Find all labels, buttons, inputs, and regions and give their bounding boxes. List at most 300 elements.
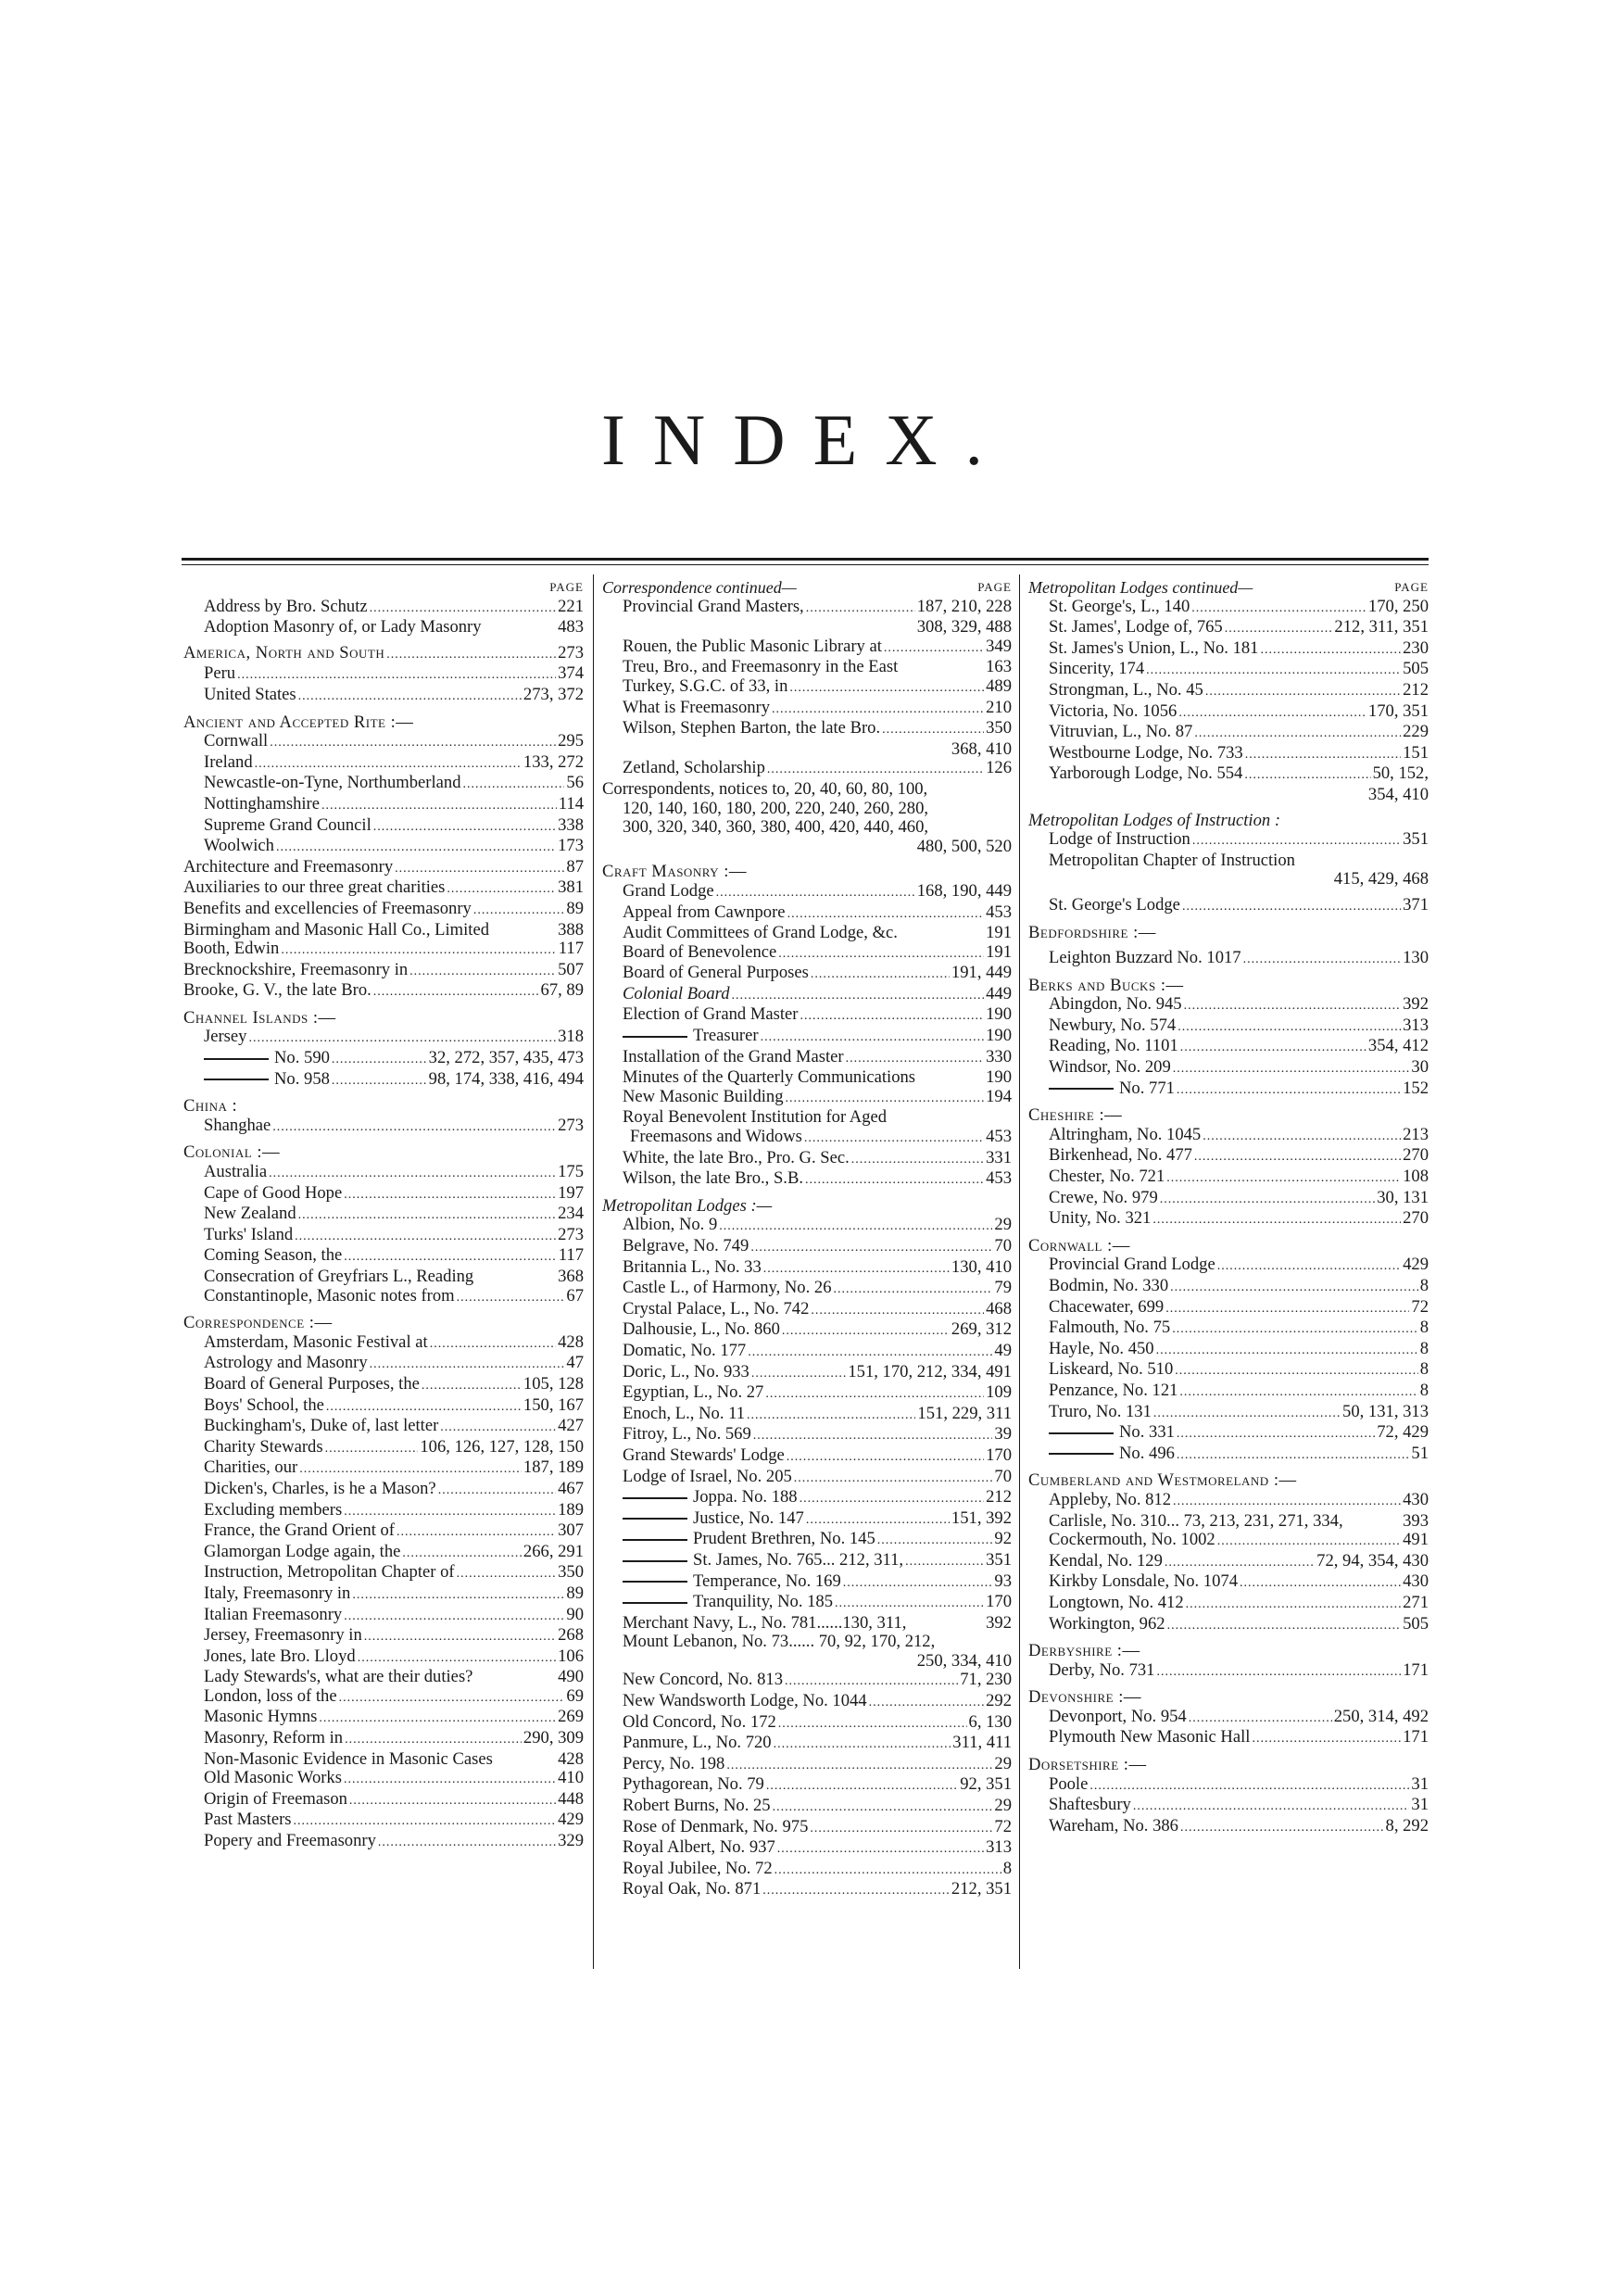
page-numbers: 453: [986, 1127, 1012, 1147]
entry-text: Reading, No. 1101: [1049, 1036, 1178, 1056]
entry-text: Address by Bro. Schutz: [204, 596, 368, 616]
index-entry: [183, 900, 584, 921]
index-entry: [602, 1468, 1012, 1489]
entry-text: Constantinople, Masonic notes from: [204, 1285, 455, 1306]
index-entry: [1028, 1189, 1429, 1210]
page-numbers: 106, 126, 127, 128, 150: [420, 1436, 584, 1457]
entry-text: Buckingham's, Duke of, last letter: [204, 1416, 439, 1436]
index-entry: [183, 598, 584, 619]
index-entry: [1028, 1572, 1429, 1594]
index-entry: [602, 800, 1012, 819]
page-numbers: 72, 429: [1377, 1422, 1429, 1443]
dot-leader: [1205, 683, 1401, 702]
dot-leader: [775, 1861, 1001, 1881]
index-heading: [183, 644, 584, 665]
index-entry: [602, 1838, 1012, 1860]
page-numbers: 273: [558, 1115, 584, 1135]
page-numbers: 234: [558, 1204, 584, 1224]
dot-leader: [1260, 641, 1401, 661]
dot-leader: [1177, 1425, 1375, 1444]
entry-text: New Concord, No. 813: [623, 1670, 783, 1690]
page-numbers: 273: [558, 1224, 584, 1244]
index-entry: [1028, 660, 1429, 681]
entry-text: Crystal Palace, L., No. 742: [623, 1298, 810, 1318]
index-entry: [602, 882, 1012, 903]
dot-leader: [1182, 898, 1401, 917]
entry-text: Metropolitan Lodges of Instruction :: [1028, 810, 1281, 830]
page-numbers: 212, 351: [951, 1879, 1012, 1899]
page-numbers: 190: [986, 1026, 1012, 1046]
index-entry: [183, 1729, 584, 1750]
page-numbers: 489: [986, 675, 1012, 696]
dot-leader: [332, 1072, 427, 1091]
index-entry: [183, 686, 584, 707]
index-entry: [602, 903, 1012, 925]
entry-text: Italian Freemasonry: [204, 1604, 343, 1624]
index-entry: [602, 1363, 1012, 1384]
dot-leader: [1180, 1819, 1384, 1838]
index-entry: [602, 1128, 1012, 1149]
index-entry: [1028, 852, 1429, 871]
entry-text: Excluding members: [204, 1499, 343, 1520]
ditto-dash: [623, 1036, 687, 1038]
page-numbers: 273, 372: [523, 684, 584, 704]
page-numbers: 168, 190, 449: [916, 880, 1012, 901]
entry-text: Adoption Masonry of, or Lady Masonry: [204, 617, 482, 637]
index-entry: [1028, 896, 1429, 917]
index-entry: [183, 921, 584, 940]
index-entry: [602, 1169, 1012, 1191]
page-numbers: 117: [558, 1245, 584, 1266]
entry-text: Dalhousie, L., No. 860: [623, 1319, 780, 1340]
page-numbers: 338: [558, 814, 584, 835]
index-entry: [183, 816, 584, 838]
index-entry: [1028, 830, 1429, 852]
index-entry: [602, 1425, 1012, 1446]
entry-text: Wilson, Stephen Barton, the late Bro.: [623, 718, 881, 738]
entry-text: Appleby, No. 812: [1049, 1489, 1172, 1509]
page-numbers: 87: [566, 856, 584, 877]
page-numbers: 72: [994, 1816, 1012, 1836]
index-entry: [183, 1268, 584, 1287]
page-numbers: 368, 410: [951, 738, 1012, 759]
index-entry: [1028, 786, 1429, 805]
dot-leader: [763, 1260, 950, 1280]
page-numbers: 250, 334, 410: [916, 1650, 1012, 1671]
entry-text: No. 590: [204, 1049, 330, 1068]
ditto-dash: [1049, 1088, 1114, 1090]
page-numbers: 8, 292: [1385, 1815, 1429, 1836]
index-entry: [602, 924, 1012, 943]
entry-text: Newbury, No. 574: [1049, 1015, 1177, 1035]
page-numbers: 92: [994, 1529, 1012, 1549]
index-entry: [183, 1458, 584, 1480]
index-entry: [1028, 1423, 1429, 1444]
index-entry: [602, 1633, 1012, 1652]
dot-leader: [440, 1419, 556, 1438]
index-column-2: [602, 578, 1012, 1901]
index-entry: [183, 1354, 584, 1375]
index-entry: [602, 1614, 1012, 1634]
index-entry: [1028, 618, 1429, 639]
entry-text: Altringham, No. 1045: [1049, 1124, 1202, 1144]
ditto-dash: [623, 1560, 687, 1562]
index-entry: [602, 1692, 1012, 1713]
entry-text: Minutes of the Quarterly Communications: [623, 1067, 916, 1088]
entry-text: Royal Jubilee, No. 72: [623, 1858, 773, 1878]
page-numbers: 98, 174, 338, 416, 494: [428, 1068, 584, 1089]
index-heading: [1028, 977, 1429, 996]
dot-leader: [1167, 1617, 1402, 1636]
dot-leader: [237, 666, 556, 686]
index-heading: [1028, 1756, 1429, 1775]
entry-text: Wilson, the late Bro., S.B.: [623, 1168, 803, 1189]
page-numbers: 173: [558, 836, 584, 856]
dot-leader: [272, 1118, 556, 1138]
index-column-3: [1028, 578, 1429, 1837]
page-numbers: 212, 311, 351: [1334, 617, 1429, 637]
entry-text: Carlisle, No. 310... 73, 213, 231, 271, 334,: [1049, 1510, 1343, 1531]
page-numbers: 313: [1403, 1015, 1429, 1035]
dot-leader: [422, 1377, 522, 1396]
dot-leader: [1244, 766, 1370, 786]
index-entry: [183, 1769, 584, 1790]
entry-text: Birkenhead, No. 477: [1049, 1145, 1192, 1166]
page-numbers: 8: [1002, 1858, 1012, 1878]
page-numbers: 170: [986, 1444, 1012, 1465]
entry-text: America, North and South: [183, 642, 385, 662]
index-entry: [1028, 1016, 1429, 1038]
dot-leader: [1186, 1596, 1401, 1615]
index-entry: [183, 1584, 584, 1606]
dot-leader: [811, 1302, 984, 1321]
entry-text: Metropolitan Lodges :—: [602, 1195, 773, 1216]
entry-text: Cumberland and Westmoreland :—: [1028, 1470, 1297, 1491]
index-entry: [602, 1342, 1012, 1363]
entry-text: Victoria, No. 1056: [1049, 700, 1178, 721]
index-entry: [602, 1530, 1012, 1551]
page-numbers: 51: [1411, 1443, 1429, 1463]
page-numbers: 191: [986, 941, 1012, 962]
entry-text: Devonport, No. 954: [1049, 1706, 1187, 1726]
page-numbers: 467: [558, 1478, 584, 1498]
index-entry: [1028, 1491, 1429, 1512]
ditto-dash: [623, 1539, 687, 1541]
page-numbers: 8: [1419, 1359, 1429, 1380]
page-numbers: 507: [558, 959, 584, 979]
entry-text: No. 331: [1049, 1423, 1175, 1443]
entry-text: Derby, No. 731: [1049, 1659, 1155, 1680]
dot-leader: [726, 1757, 992, 1776]
dot-leader: [1160, 1191, 1375, 1210]
dot-leader: [430, 1335, 556, 1355]
index-entry: [183, 1501, 584, 1522]
page-numbers: 212: [1403, 679, 1429, 700]
page-numbers: 79: [994, 1278, 1012, 1298]
dot-leader: [344, 1186, 556, 1205]
entry-text: New Wandsworth Lodge, No. 1044: [623, 1691, 867, 1711]
dot-leader: [344, 1248, 557, 1268]
entry-text: Newcastle-on-Tyne, Northumberland: [204, 773, 461, 793]
index-entry: [602, 1572, 1012, 1594]
entry-text: Belgrave, No. 749: [623, 1236, 749, 1255]
dot-leader: [1146, 662, 1401, 681]
entry-text: Robert Burns, No. 25: [623, 1796, 771, 1816]
dot-leader: [276, 839, 556, 858]
page-numbers: 114: [558, 793, 584, 814]
dot-leader: [373, 818, 556, 838]
index-entry: [1028, 1403, 1429, 1424]
page-numbers: 213: [1403, 1124, 1429, 1144]
dot-leader: [386, 646, 556, 665]
ditto-dash: [1049, 1453, 1114, 1455]
column-divider: [1019, 574, 1020, 1969]
entry-text: Brooke, G. V., the late Bro.: [183, 980, 372, 1001]
dot-leader: [1133, 1798, 1410, 1817]
dot-leader: [1189, 1709, 1332, 1729]
entry-text: Tranquility, No. 185: [623, 1593, 833, 1612]
dot-leader: [773, 1798, 993, 1818]
header-rule: [182, 558, 1429, 561]
dot-leader: [1177, 1446, 1409, 1466]
entry-text: Castle L., of Harmony, No. 26: [623, 1278, 832, 1298]
index-entry: [1028, 1079, 1429, 1101]
page-numbers: 56: [566, 773, 584, 793]
index-entry: [1028, 1146, 1429, 1167]
index-entry: [183, 1563, 584, 1584]
index-entry: [183, 1205, 584, 1226]
index-heading: [1028, 1237, 1429, 1256]
entry-text: Doric, L., No. 933: [623, 1361, 749, 1381]
dot-leader: [794, 1470, 993, 1489]
index-entry: [1028, 1037, 1429, 1058]
dot-leader: [1170, 1279, 1418, 1298]
index-entry: [1028, 1277, 1429, 1298]
dot-leader: [1192, 832, 1401, 852]
page-numbers: 50, 152,: [1372, 763, 1429, 784]
index-entry: [183, 1810, 584, 1832]
entry-gap: [183, 1091, 584, 1097]
page-numbers: 108: [1403, 1167, 1429, 1187]
page-numbers: 453: [986, 1168, 1012, 1189]
page-numbers: 89: [566, 1583, 584, 1603]
entry-text: Grand Stewards' Lodge: [623, 1444, 785, 1465]
entry-text: Benefits and excellencies of Freemasonry: [183, 898, 472, 918]
entry-text: Lodge of Israel, No. 205: [623, 1466, 792, 1486]
page-numbers: 6, 130: [968, 1711, 1012, 1732]
index-entry: [602, 1088, 1012, 1109]
index-entry: [602, 1216, 1012, 1237]
dot-leader: [767, 761, 984, 780]
dot-leader: [344, 1771, 556, 1790]
index-entry: [183, 1226, 584, 1247]
index-heading: [1028, 924, 1429, 943]
page-numbers: 210: [986, 697, 1012, 717]
entry-text: Freemasons and Widows: [630, 1127, 802, 1147]
index-entry: [1028, 1796, 1429, 1817]
page-numbers: 191, 449: [951, 963, 1012, 983]
page-numbers: 32, 272, 357, 435, 473: [428, 1048, 584, 1068]
index-entry: [1028, 1708, 1429, 1729]
page-numbers: 163: [986, 657, 1012, 677]
dot-leader: [786, 1090, 985, 1109]
page-numbers: 410: [558, 1768, 584, 1788]
index-entry: [602, 838, 1012, 857]
dot-leader: [1156, 1342, 1418, 1361]
dot-leader: [805, 1171, 984, 1191]
entry-text: Ancient and Accepted Rite :—: [183, 712, 414, 732]
page-numbers: 491: [1403, 1530, 1429, 1550]
dot-leader: [1225, 620, 1333, 639]
dot-leader: [1184, 997, 1402, 1016]
page-numbers: 393: [1403, 1510, 1429, 1531]
index-entry: [183, 1049, 584, 1070]
page-numbers: 150, 167: [523, 1394, 584, 1415]
dot-leader: [748, 1344, 992, 1363]
page-numbers: 290, 309: [523, 1728, 584, 1748]
dot-leader: [747, 1407, 915, 1426]
entry-text: Cheshire :—: [1028, 1105, 1123, 1126]
page-numbers: 70: [994, 1236, 1012, 1255]
entry-text: Yarborough Lodge, No. 554: [1049, 763, 1243, 784]
ditto-dash: [1049, 1432, 1114, 1434]
entry-text: Board of General Purposes: [623, 963, 809, 983]
ditto-dash: [204, 1058, 269, 1060]
index-entry: [602, 1027, 1012, 1048]
dot-leader: [778, 945, 984, 965]
column-heading-continued: Metropolitan Lodges continued—: [1028, 578, 1253, 597]
page-numbers: 67: [566, 1285, 584, 1306]
index-entry: [183, 1333, 584, 1355]
page-numbers: 490: [558, 1667, 584, 1687]
entry-text: Jones, late Bro. Lloyd: [204, 1646, 356, 1666]
index-entry: [1028, 1817, 1429, 1838]
index-heading: [183, 1314, 584, 1333]
index-entry: [183, 774, 584, 795]
index-entry: [183, 1687, 584, 1709]
dot-leader: [447, 880, 556, 900]
entry-text: Appeal from Cawnpore: [623, 902, 786, 922]
entry-text: Nottinghamshire: [204, 793, 320, 814]
entry-text: Falmouth, No. 75: [1049, 1318, 1171, 1338]
index-entry: [602, 985, 1012, 1006]
page-numbers: 273: [558, 642, 584, 662]
entry-text: Birmingham and Masonic Hall Co., Limited: [183, 919, 489, 940]
index-entry: [602, 1068, 1012, 1088]
entry-text: Supreme Grand Council: [204, 814, 372, 835]
dot-leader: [753, 1427, 993, 1446]
index-entry: [602, 943, 1012, 965]
entry-text: Craft Masonry :—: [602, 862, 747, 882]
index-entry: [1028, 1531, 1429, 1552]
page-column-label: PAGE: [977, 580, 1012, 594]
entry-text: Abingdon, No. 945: [1049, 994, 1182, 1015]
index-heading: [1028, 1642, 1429, 1661]
index-entry: [1028, 1340, 1429, 1361]
page-numbers: 354, 412: [1367, 1036, 1429, 1056]
dot-leader: [1165, 1554, 1315, 1573]
entry-text: Origin of Freemason: [204, 1788, 347, 1809]
dot-leader: [877, 1532, 993, 1551]
dot-leader: [457, 1289, 565, 1308]
dot-leader: [378, 1834, 556, 1853]
index-entry: [183, 858, 584, 879]
entry-text: Treasurer: [623, 1027, 759, 1046]
index-entry: [602, 1671, 1012, 1692]
page-numbers: 171: [1403, 1659, 1429, 1680]
dot-leader: [298, 1206, 556, 1226]
dot-leader: [1191, 599, 1366, 619]
entry-text: Derbyshire :—: [1028, 1641, 1140, 1661]
page-numbers: 69: [566, 1685, 584, 1706]
dot-leader: [299, 1460, 522, 1480]
page-numbers: 427: [558, 1416, 584, 1436]
index-entry: [183, 1606, 584, 1627]
entry-text: Lady Stewards's, what are their duties?: [204, 1667, 473, 1687]
index-entry: [183, 753, 584, 775]
entry-text: Hayle, No. 450: [1049, 1338, 1154, 1358]
entry-text: Auxiliaries to our three great charities: [183, 877, 446, 898]
page-numbers: 130, 410: [951, 1256, 1012, 1277]
index-entry: [183, 1287, 584, 1308]
entry-text: Merchant Navy, L., No. 781......130, 311,: [623, 1612, 907, 1633]
dot-leader: [248, 1029, 556, 1049]
page-numbers: 151: [1403, 742, 1429, 763]
index-entry: [1028, 639, 1429, 661]
entry-text: Kendal, No. 129: [1049, 1550, 1163, 1571]
page-numbers: 266, 291: [523, 1541, 584, 1561]
dot-leader: [777, 1840, 984, 1860]
index-entry: [602, 1551, 1012, 1572]
index-entry: [183, 1163, 584, 1184]
index-entry: [602, 780, 1012, 800]
page-numbers: 189: [558, 1499, 584, 1520]
entry-text: Bedfordshire :—: [1028, 922, 1156, 942]
entry-text: Metropolitan Chapter of Instruction: [1049, 850, 1295, 870]
dot-leader: [772, 700, 984, 720]
index-entry: [602, 1755, 1012, 1776]
entry-text: Liskeard, No. 510: [1049, 1359, 1174, 1380]
dot-leader: [457, 1565, 557, 1584]
index-entry: [1028, 1661, 1429, 1683]
page-numbers: 428: [558, 1748, 584, 1769]
dot-leader: [762, 1882, 950, 1901]
column-heading: [602, 578, 1012, 598]
page-numbers: 49: [994, 1340, 1012, 1360]
page-numbers: 308, 329, 488: [916, 617, 1012, 637]
dot-leader: [1194, 725, 1401, 744]
entry-text: Rouen, the Public Masonic Library at: [623, 636, 882, 656]
index-entry: [602, 637, 1012, 659]
entry-text: Provincial Grand Masters,: [623, 596, 804, 616]
page-numbers: 468: [986, 1298, 1012, 1318]
page-numbers: 331: [986, 1147, 1012, 1167]
entry-text: Old Concord, No. 172: [623, 1711, 776, 1732]
index-entry: [1028, 1552, 1429, 1573]
page-title: INDEX.: [600, 399, 1012, 480]
index-entry: [602, 1797, 1012, 1818]
page-numbers: 191: [986, 923, 1012, 943]
entry-text: Peru: [204, 663, 236, 684]
entry-text: Past Masters: [204, 1810, 292, 1830]
entry-text: Wareham, No. 386: [1049, 1815, 1178, 1836]
page-numbers: 250, 314, 492: [1333, 1706, 1429, 1726]
index-column-1: [183, 578, 584, 1853]
index-entry: [602, 964, 1012, 985]
index-entry: [1028, 702, 1429, 724]
index-entry: [602, 1775, 1012, 1797]
entry-text: Boys' School, the: [204, 1394, 324, 1415]
